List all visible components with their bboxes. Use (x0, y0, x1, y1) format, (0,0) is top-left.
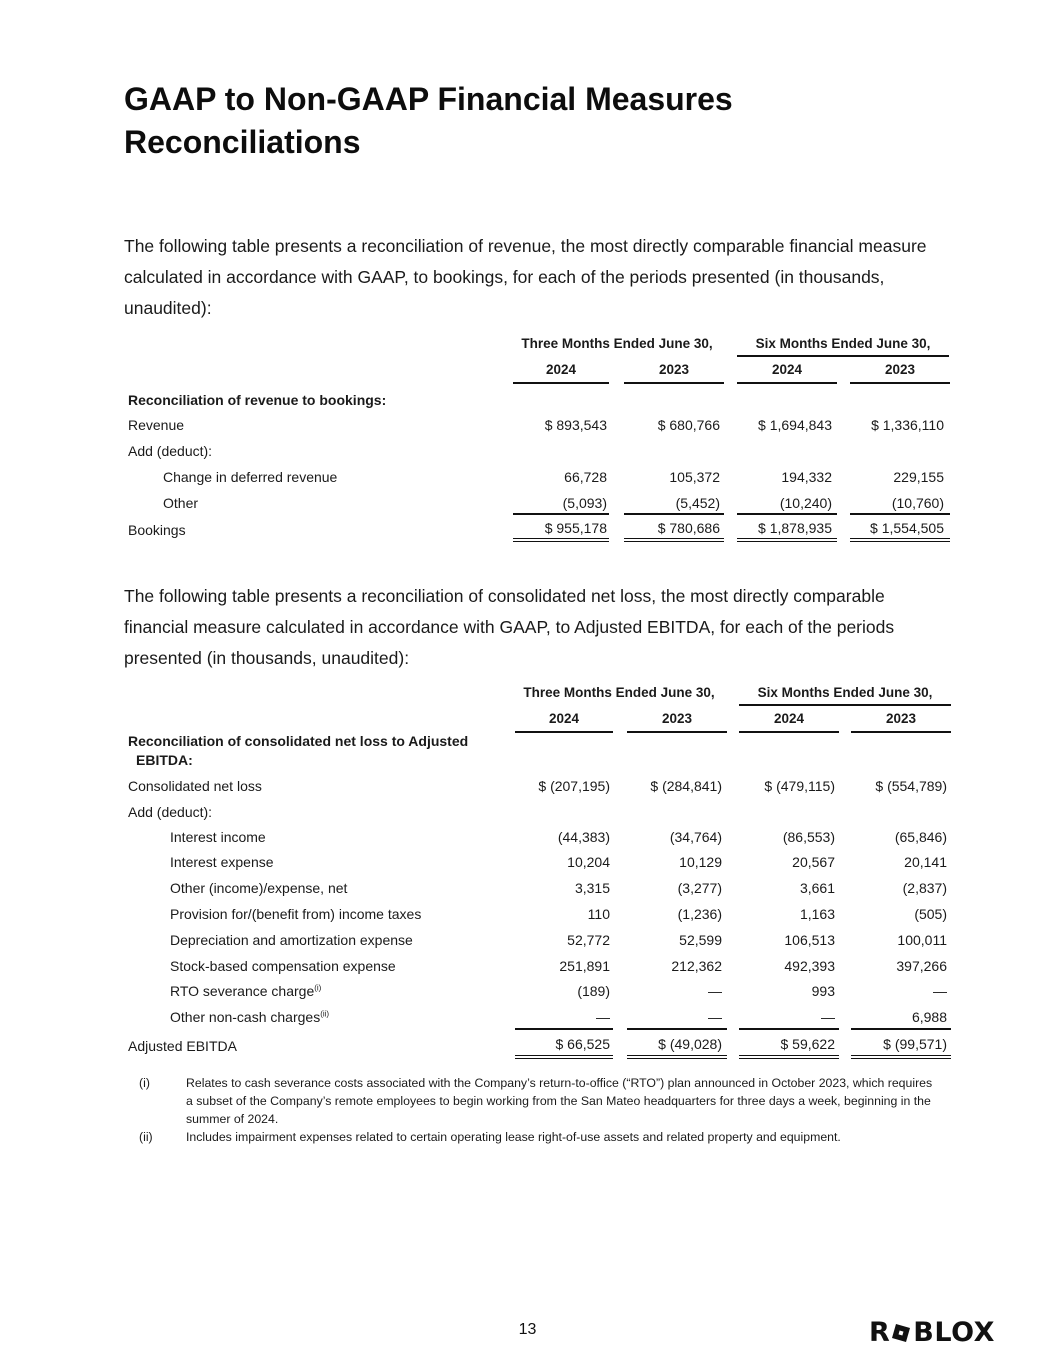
footnote (124, 1074, 934, 1128)
year-header: 2023 (885, 711, 917, 726)
year-rule (850, 382, 950, 384)
revenue-bookings-table (124, 336, 954, 551)
cell-value: $ 59,622 (780, 1036, 835, 1052)
cell-value: 20,567 (792, 854, 835, 870)
cell-value: (1,236) (677, 906, 722, 922)
total-double-rule (850, 538, 950, 542)
cell-value: $ 955,178 (544, 520, 607, 536)
page-number: 13 (518, 1321, 537, 1338)
total-double-rule (624, 538, 724, 542)
footnote-key: (i) (139, 1076, 150, 1090)
roblox-logo (869, 1319, 995, 1347)
row-label: Interest expense (170, 854, 274, 870)
subtotal-rule (739, 1028, 839, 1030)
cell-value: (5,452) (675, 495, 720, 511)
row-label: RTO severance charge$^{(i)}$ (170, 983, 322, 999)
year-header: 2023 (884, 362, 916, 377)
cell-value: 66,728 (564, 469, 607, 485)
section-label-cont: EBITDA: (136, 752, 193, 768)
year-header: 2024 (545, 362, 577, 377)
footnote (124, 1128, 934, 1146)
cell-value: $ (99,571) (883, 1036, 947, 1052)
cell-value: $ 1,694,843 (758, 417, 832, 433)
intro-paragraph-ebitda: The following table presents a reconciliation of consolidated net loss, the most directly comparable financial measure calculated in accordance with GAAP, to Adjusted EBITDA, for each of the periods presented (in thousands, unaudited): (124, 586, 895, 668)
total-double-rule (515, 1055, 613, 1059)
cell-value: 194,332 (781, 469, 832, 485)
cell-value: (86,553) (782, 829, 835, 845)
total-double-rule (851, 1055, 951, 1059)
subtotal-rule (850, 513, 950, 515)
cell-value: (2,837) (902, 880, 947, 896)
year-rule (737, 382, 837, 384)
year-header: 2023 (661, 711, 693, 726)
footnote-marker: (i) (314, 983, 322, 993)
section-label: Reconciliation of consolidated net loss to Adjusted (128, 733, 469, 749)
row-label: Adjusted EBITDA (128, 1038, 237, 1054)
year-rule (515, 731, 613, 733)
row-label: Other (163, 495, 199, 511)
row-label: Stock-based compensation expense (170, 958, 396, 974)
row-label: Provision for/(benefit from) income taxes (170, 906, 422, 922)
cell-value: 52,599 (679, 932, 722, 948)
cell-value: — (708, 1009, 722, 1025)
total-double-rule (513, 538, 609, 542)
subtotal-rule (513, 513, 609, 515)
row-label: Consolidated net loss (128, 778, 262, 794)
cell-value: 251,891 (559, 958, 610, 974)
logo-text-right: BLOX (913, 1317, 995, 1348)
cell-value: 110 (587, 906, 610, 922)
year-rule (627, 731, 727, 733)
row-label: Depreciation and amortization expense (170, 932, 413, 948)
year-rule (513, 382, 609, 384)
footnote-text: Includes impairment expenses related to certain operating lease right-of-use assets and related property and equipment. (186, 1130, 841, 1144)
cell-value: $ (284,841) (650, 778, 722, 794)
group-header-three-months: Three Months Ended June 30, (523, 685, 715, 700)
cell-value: 106,513 (784, 932, 835, 948)
footnote-text: Relates to cash severance costs associated with the Company’s return-to-office (“RTO”) plan announced in October 2023, which requires a subset of the Company’s remote employees to begin working from the San Mateo headquarters for three days a week, beginning in the summer of 2024. (186, 1076, 933, 1126)
logo-tile-icon (892, 1324, 910, 1342)
cell-value: 10,204 (567, 854, 610, 870)
intro-paragraph-revenue: The following table presents a reconciliation of revenue, the most directly comparable financial measure calculated in accordance with GAAP, to bookings, for each of the periods presented (in thousands, unaudited): (124, 236, 927, 318)
cell-value: 492,393 (784, 958, 835, 974)
group-rule (739, 704, 951, 706)
cell-value: 100,011 (897, 932, 947, 948)
cell-value: 105,372 (669, 469, 720, 485)
cell-value: 3,315 (574, 880, 610, 896)
cell-value: 229,155 (893, 469, 944, 485)
group-rule (737, 355, 949, 357)
row-label: Revenue (128, 417, 185, 433)
cell-value: 10,129 (679, 854, 722, 870)
cell-value: 6,988 (911, 1009, 947, 1025)
cell-value: $ (49,028) (658, 1036, 722, 1052)
cell-value: (505) (914, 906, 947, 922)
logo-text-left: R (869, 1317, 891, 1348)
subtotal-rule (624, 513, 724, 515)
cell-value: 212,362 (671, 958, 722, 974)
year-rule (851, 731, 951, 733)
cell-value: 1,163 (799, 906, 835, 922)
cell-value: $ 680,766 (657, 417, 720, 433)
cell-value: $ 1,336,110 (871, 417, 944, 433)
cell-value: $ 66,525 (555, 1036, 610, 1052)
cell-value: 993 (811, 983, 835, 999)
cell-value: — (708, 983, 722, 999)
row-label: Other (income)/expense, net (170, 880, 348, 896)
total-double-rule (737, 538, 837, 542)
row-label: Add (deduct): (128, 804, 213, 820)
cell-value: $ (479,115) (764, 778, 835, 794)
cell-value: $ (554,789) (875, 778, 947, 794)
footnotes (124, 1074, 934, 1146)
cell-value: (44,383) (557, 829, 610, 845)
row-label: Interest income (170, 829, 266, 845)
total-double-rule (627, 1055, 727, 1059)
row-label: Add (deduct): (128, 443, 213, 459)
cell-value: (10,240) (779, 495, 832, 511)
cell-value: $ 780,686 (657, 520, 720, 536)
year-header: 2024 (771, 362, 803, 377)
cell-value: $ 893,543 (544, 417, 607, 433)
cell-value: $ 1,878,935 (758, 520, 832, 536)
total-double-rule (739, 1055, 839, 1059)
ebitda-table (124, 685, 954, 1065)
section-label: Reconciliation of revenue to bookings: (128, 392, 387, 408)
year-header: 2023 (658, 362, 690, 377)
page-title: GAAP to Non-GAAP Financial Measures Reconciliations (124, 81, 733, 160)
year-header: 2024 (548, 711, 580, 726)
subtotal-rule (627, 1028, 727, 1030)
cell-value: 3,661 (799, 880, 835, 896)
footnote-marker: (ii) (320, 1009, 330, 1019)
cell-value: — (933, 983, 947, 999)
subtotal-rule (515, 1028, 613, 1030)
cell-value: $ 1,554,505 (870, 520, 944, 536)
cell-value: (34,764) (669, 829, 722, 845)
subtotal-rule (737, 513, 837, 515)
cell-value: (3,277) (677, 880, 722, 896)
row-label: Other non-cash charges$^{(ii)}$ (170, 1009, 330, 1025)
subtotal-rule (851, 1028, 951, 1030)
cell-value: $ (207,195) (538, 778, 610, 794)
cell-value: 20,141 (904, 854, 947, 870)
cell-value: — (596, 1009, 610, 1025)
row-label: Change in deferred revenue (163, 469, 338, 485)
cell-value: (10,760) (891, 495, 944, 511)
group-header-six-months: Six Months Ended June 30, (755, 336, 931, 351)
year-rule (739, 731, 839, 733)
footnote-key: (ii) (139, 1130, 153, 1144)
cell-value: (65,846) (894, 829, 947, 845)
group-header-six-months: Six Months Ended June 30, (757, 685, 933, 700)
row-label: Bookings (128, 522, 186, 538)
cell-value: (189) (577, 983, 610, 999)
year-header: 2024 (773, 711, 805, 726)
cell-value: 52,772 (567, 932, 610, 948)
cell-value: — (821, 1009, 835, 1025)
group-header-three-months: Three Months Ended June 30, (521, 336, 713, 351)
cell-value: 397,266 (896, 958, 947, 974)
cell-value: (5,093) (562, 495, 607, 511)
year-rule (624, 382, 724, 384)
